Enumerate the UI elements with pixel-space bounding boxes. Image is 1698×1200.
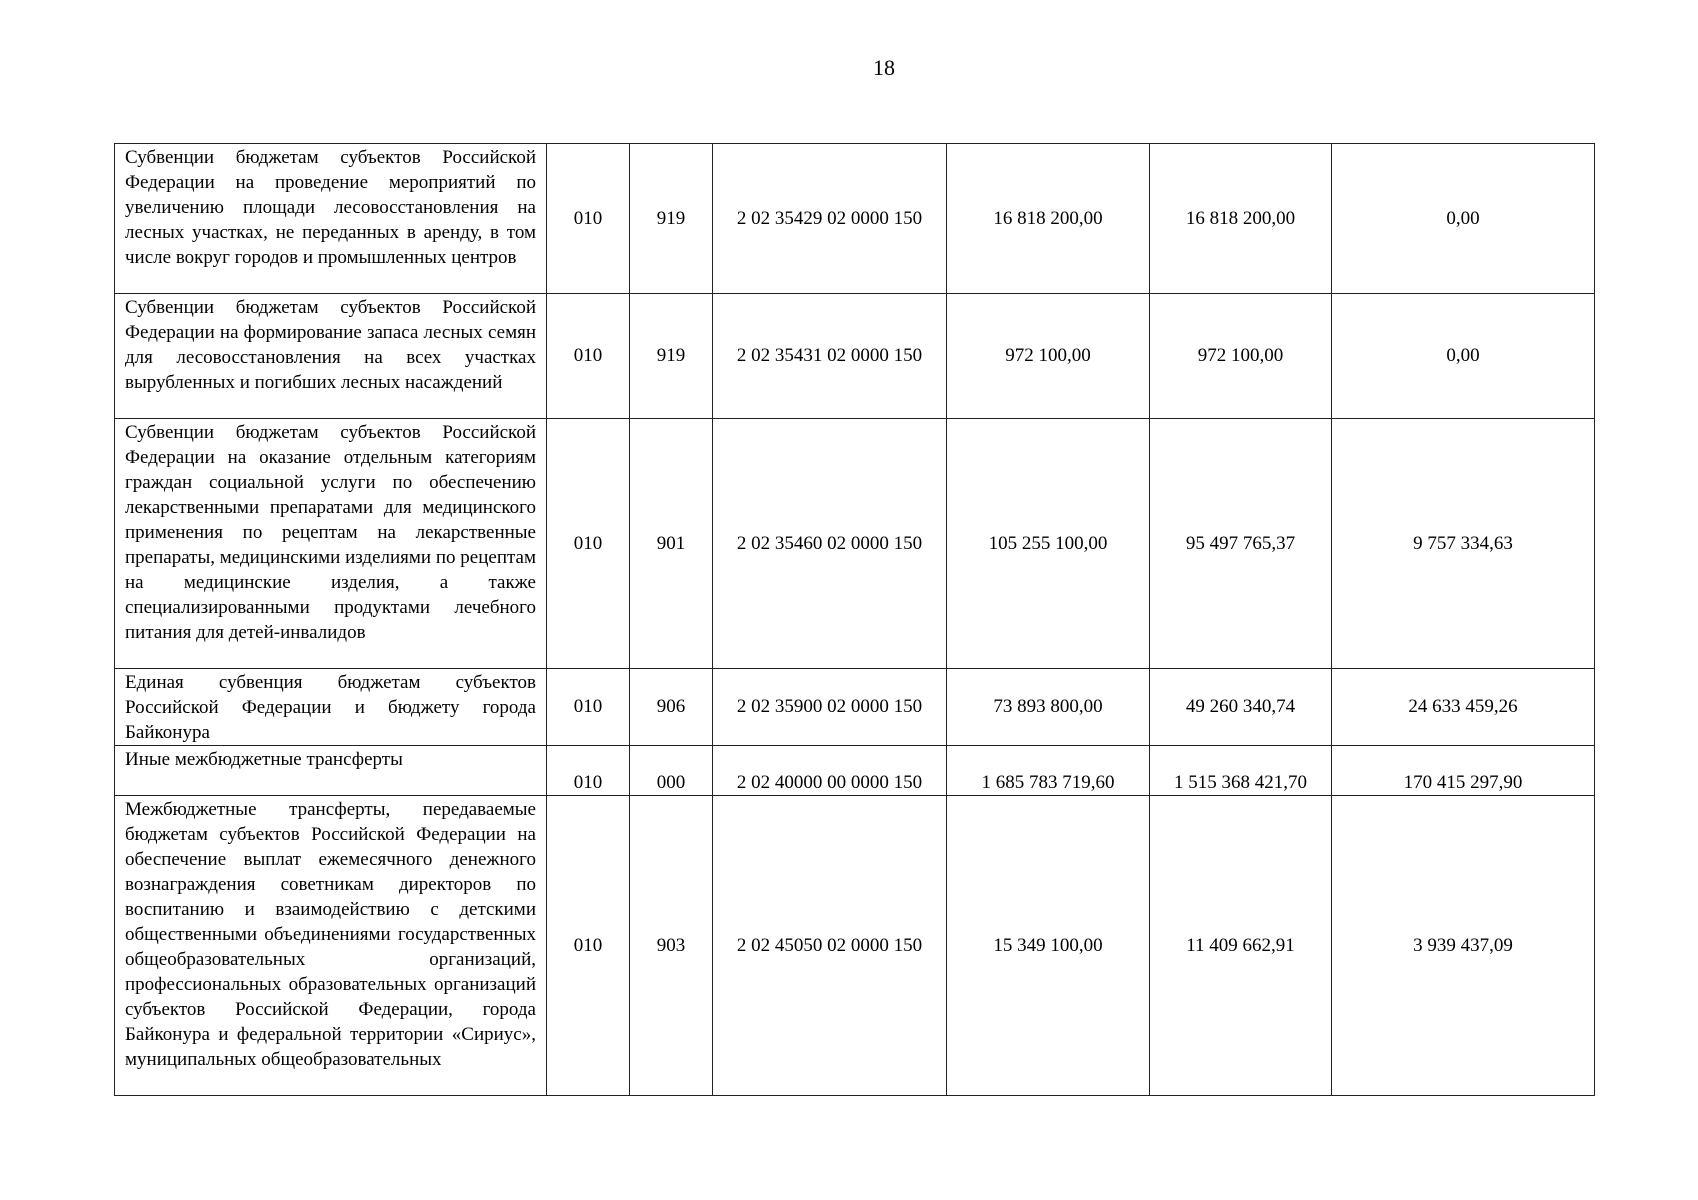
row-section-code: 010 <box>547 294 630 419</box>
row-section-code: 010 <box>547 746 630 796</box>
table-row <box>115 669 1595 746</box>
row-classification-code: 2 02 35460 02 0000 150 <box>713 419 947 669</box>
row-classification-code: 2 02 35431 02 0000 150 <box>713 294 947 419</box>
row-amount-3: 0,00 <box>1332 144 1595 294</box>
row-amount-3: 0,00 <box>1332 294 1595 419</box>
row-description: Субвенции бюджетам субъектов Российской Федерации на оказание отдельным категориям граждан социальной услуги по обеспечению лекарственными препаратами для медицинского применения по рецептам на лекарственные препараты, медицинскими изделиями по рецептам на медицинские изделия, а также специализированными продуктами лечебного питания для детей-инвалидов <box>115 419 547 669</box>
row-amount-1: 73 893 800,00 <box>947 669 1150 746</box>
page-number: 18 <box>873 55 895 80</box>
row-amount-2: 11 409 662,91 <box>1150 796 1332 1096</box>
row-classification-code: 2 02 45050 02 0000 150 <box>713 796 947 1096</box>
row-amount-2: 49 260 340,74 <box>1150 669 1332 746</box>
row-admin-code: 000 <box>630 746 713 796</box>
row-description: Субвенции бюджетам субъектов Российской Федерации на проведение мероприятий по увеличению площади лесовосстановления на лесных участках, не переданных в аренду, в том числе вокруг городов и промышленных центров <box>115 144 547 294</box>
table-row <box>115 419 1595 669</box>
budget-table <box>114 143 1595 1096</box>
row-amount-3: 9 757 334,63 <box>1332 419 1595 669</box>
row-amount-1: 105 255 100,00 <box>947 419 1150 669</box>
row-section-code: 010 <box>547 144 630 294</box>
row-description: Субвенции бюджетам субъектов Российской Федерации на формирование запаса лесных семян для лесовосстановления на всех участках вырубленных и погибших лесных насаждений <box>115 294 547 419</box>
table-row <box>115 144 1595 294</box>
row-section-code: 010 <box>547 669 630 746</box>
row-classification-code: 2 02 35429 02 0000 150 <box>713 144 947 294</box>
row-amount-1: 16 818 200,00 <box>947 144 1150 294</box>
table-row <box>115 294 1595 419</box>
row-admin-code: 901 <box>630 419 713 669</box>
row-amount-2: 1 515 368 421,70 <box>1150 746 1332 796</box>
row-amount-2: 95 497 765,37 <box>1150 419 1332 669</box>
row-classification-code: 2 02 40000 00 0000 150 <box>713 746 947 796</box>
row-admin-code: 906 <box>630 669 713 746</box>
row-description: Единая субвенция бюджетам субъектов Российской Федерации и бюджету города Байконура <box>115 669 547 746</box>
row-section-code: 010 <box>547 796 630 1096</box>
table-row <box>115 796 1595 1096</box>
row-amount-1: 1 685 783 719,60 <box>947 746 1150 796</box>
row-admin-code: 903 <box>630 796 713 1096</box>
row-amount-2: 16 818 200,00 <box>1150 144 1332 294</box>
row-amount-1: 972 100,00 <box>947 294 1150 419</box>
row-section-code: 010 <box>547 419 630 669</box>
row-description: Иные межбюджетные трансферты <box>115 746 547 796</box>
row-amount-3: 24 633 459,26 <box>1332 669 1595 746</box>
row-amount-3: 3 939 437,09 <box>1332 796 1595 1096</box>
row-classification-code: 2 02 35900 02 0000 150 <box>713 669 947 746</box>
table-row <box>115 746 1595 796</box>
row-amount-1: 15 349 100,00 <box>947 796 1150 1096</box>
row-amount-3: 170 415 297,90 <box>1332 746 1595 796</box>
row-admin-code: 919 <box>630 294 713 419</box>
row-amount-2: 972 100,00 <box>1150 294 1332 419</box>
row-admin-code: 919 <box>630 144 713 294</box>
row-description: Межбюджетные трансферты, передаваемые бюджетам субъектов Российской Федерации на обеспечение выплат ежемесячного денежного вознаграждения советникам директоров по воспитанию и взаимодействию с детскими общественными объединениями государственных общеобразовательных организаций, профессиональных образовательных организаций субъектов Российской Федерации, города Байконура и федеральной территории «Сириус», муниципальных общеобразовательных <box>115 796 547 1096</box>
